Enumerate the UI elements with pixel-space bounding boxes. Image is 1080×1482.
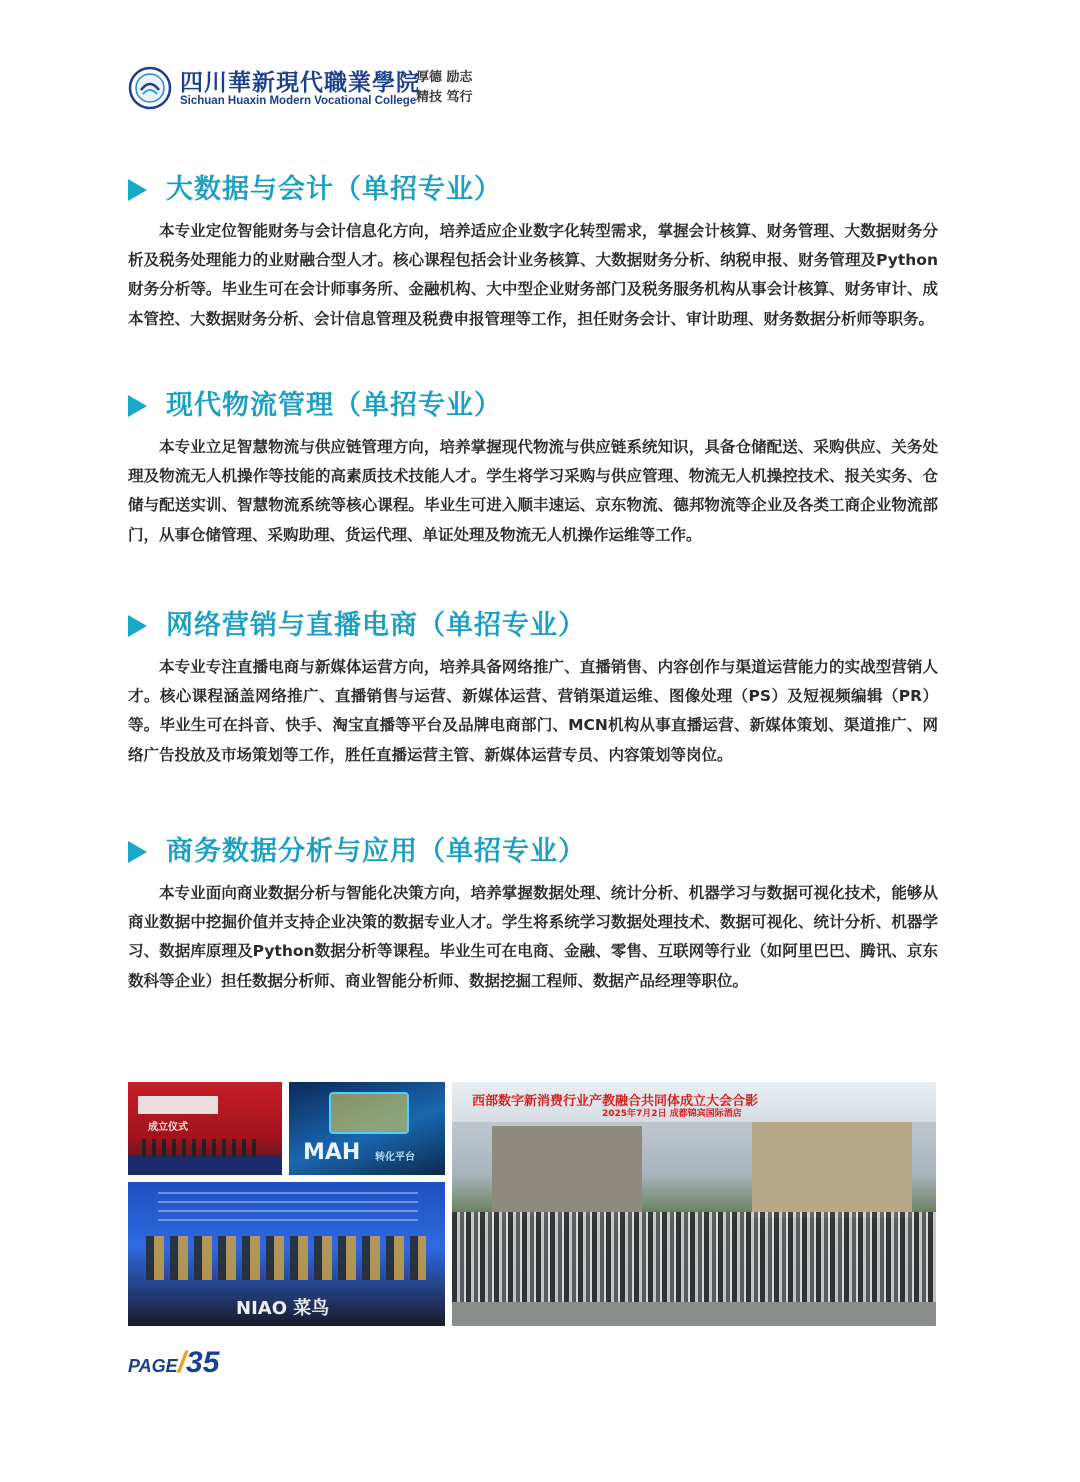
page-slash: /: [177, 1346, 187, 1379]
page-number: [128, 1346, 219, 1380]
triangle-bullet-icon: [128, 395, 147, 417]
section-modern-logistics: [128, 386, 938, 550]
photo-caption: NIAO 菜鸟: [236, 1298, 330, 1319]
section-body: 本专业面向商业数据分析与智能化决策方向，培养掌握数据处理、统计分析、机器学习与数据可视化技术，能够从商业数据中挖掘价值并支持企业决策的数据专业人才。学生将系统学习数据处理技术、数据可视化、统计分析、机器学习、数据库原理及Python数据分析等课程。毕业生可在电商、金融、零售、互联网等行业（如阿里巴巴、腾讯、京东数科等企业）担任数据分析师、商业智能分析师、数据挖掘工程师、数据产品经理等职位。: [128, 884, 938, 990]
photo-banner: 西部数字新消费行业产教融合共同体成立大会合影: [472, 1094, 759, 1109]
photo-caption: 成立仪式: [148, 1122, 188, 1133]
motto-line1: 厚德 励志: [416, 70, 473, 85]
section-heading: [128, 832, 938, 872]
college-name-cn: 四川華新現代職業學院: [180, 69, 420, 96]
section-title: 大数据与会计（单招专业）: [166, 174, 502, 205]
triangle-bullet-icon: [128, 841, 147, 863]
triangle-bullet-icon: [128, 615, 147, 637]
header: [128, 62, 548, 116]
section-body: 本专业定位智能财务与会计信息化方向，培养适应企业数字化转型需求，掌握会计核算、财务管理、大数据财务分析及税务处理能力的业财融合型人才。核心课程包括会计业务核算、大数据财务分析、纳税申报、财务管理及Python财务分析等。毕业生可在会计师事务所、金融机构、大中型企业财务部门及税务服务机构从事会计核算、财务审计、成本管控、大数据财务分析、会计信息管理及税费申报管理等工作，担任财务会计、审计助理、财务数据分析师等职务。: [128, 222, 938, 328]
section-body: 本专业立足智慧物流与供应链管理方向，培养掌握现代物流与供应链系统知识，具备仓储配送、采购供应、关务处理及物流无人机操作等技能的高素质技术技能人才。学生将学习采购与供应管理、物流无人机操控技术、报关实务、仓储与配送实训、智慧物流系统等核心课程。毕业生可进入顺丰速运、京东物流、德邦物流等企业及各类工商企业物流部门，从事仓储管理、采购助理、货运代理、单证处理及物流无人机操作运维等工作。: [128, 438, 938, 544]
page-word: PAGE: [128, 1356, 178, 1376]
section-big-data-accounting: [128, 170, 938, 334]
college-name-en: Sichuan Huaxin Modern Vocational College: [180, 95, 417, 107]
photo-subcaption: 转化平台: [375, 1152, 415, 1163]
motto: [416, 68, 473, 108]
section-network-marketing: [128, 606, 938, 770]
section-heading: [128, 386, 938, 426]
photo-date: 2025年7月2日 成都锦宾国际酒店: [602, 1109, 742, 1119]
section-heading: [128, 170, 938, 210]
section-title: 现代物流管理（单招专业）: [166, 390, 502, 421]
photo-group-photo: [452, 1082, 936, 1326]
photo-ceremony-stage: [128, 1082, 282, 1175]
section-title: 网络营销与直播电商（单招专业）: [166, 610, 586, 641]
section-business-data-analysis: [128, 832, 938, 996]
section-body: 本专业专注直播电商与新媒体运营方向，培养具备网络推广、直播销售、内容创作与渠道运营能力的实战型营销人才。核心课程涵盖网络推广、直播销售与运营、新媒体运营、营销渠道运维、图像处理（PS）及短视频编辑（PR）等。毕业生可在抖音、快手、淘宝直播等平台及品牌电商部门、MCN机构从事直播运营、新媒体策划、渠道推广、网络广告投放及市场策划等工作，胜任直播运营主管、新媒体运营专员、内容策划等岗位。: [128, 658, 938, 764]
section-title: 商务数据分析与应用（单招专业）: [166, 836, 586, 867]
college-logo-icon: [128, 66, 172, 110]
motto-line2: 精技 笃行: [416, 90, 473, 105]
photo-tech-stage: [289, 1082, 445, 1175]
section-heading: [128, 606, 938, 646]
page-number-value: 35: [186, 1346, 220, 1379]
photo-award-ceremony: [128, 1182, 445, 1326]
photo-caption: MAH: [303, 1140, 361, 1165]
triangle-bullet-icon: [128, 179, 147, 201]
